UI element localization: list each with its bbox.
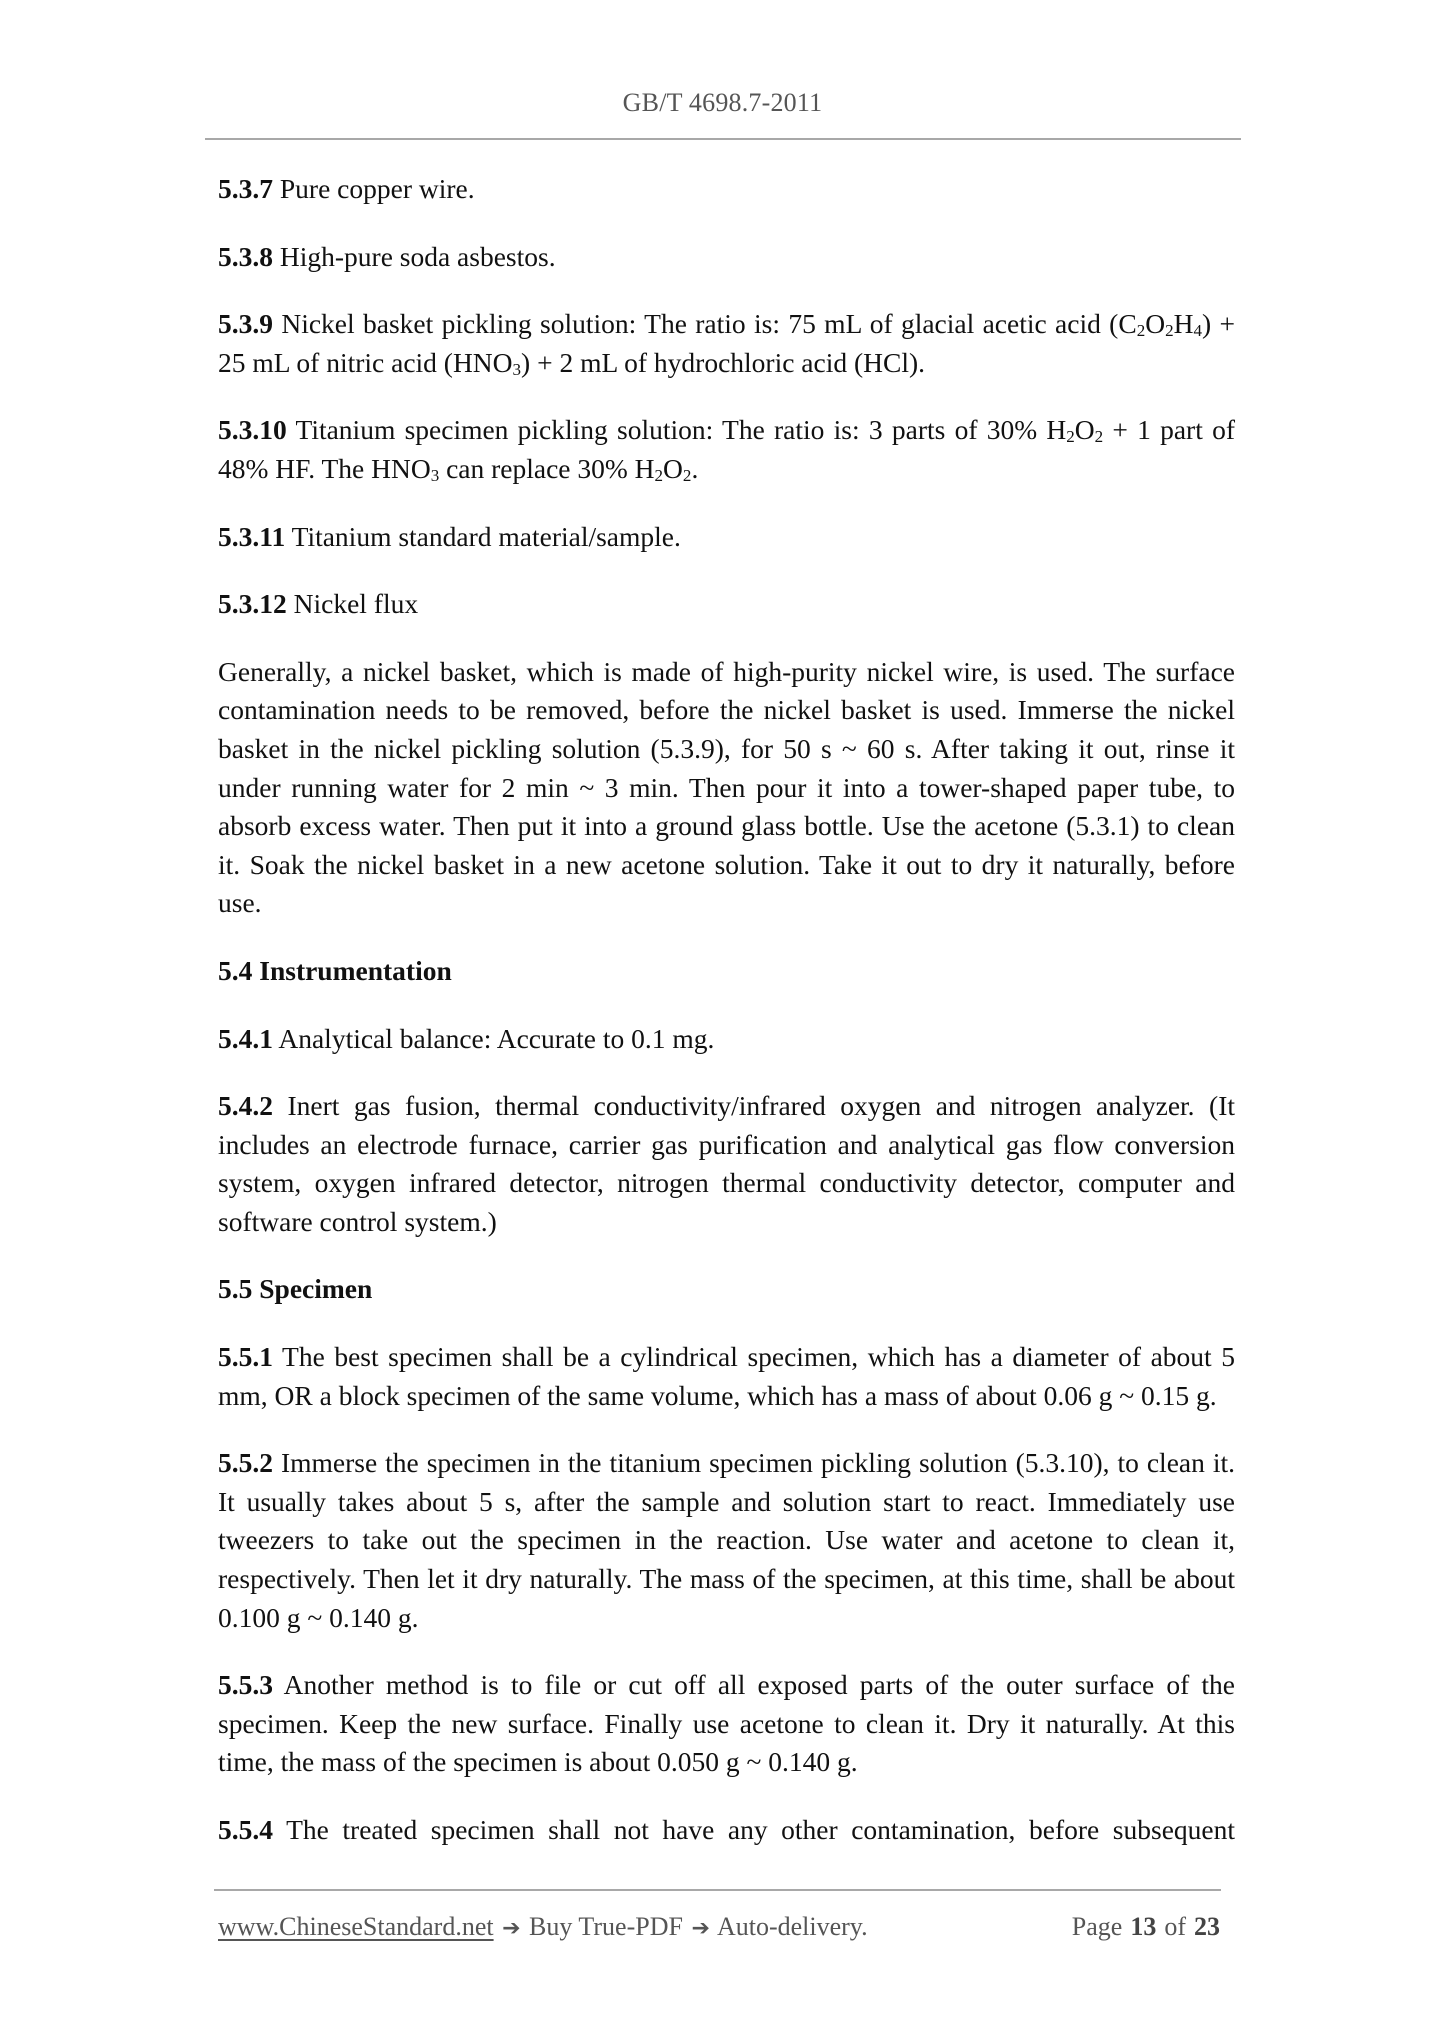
of-label: of <box>1164 1912 1186 1941</box>
clause-5-3-9 <box>218 305 1235 382</box>
subscript: 3 <box>512 359 522 379</box>
clause-text: Titanium specimen pickling solution: The ratio is: 3 parts of 30% H <box>286 414 1067 446</box>
clause-number: 5.3.8 <box>218 240 273 272</box>
clause-number: 5.3.10 <box>218 414 287 446</box>
clause-text: The treated specimen shall not have any other contamination, before subsequent <box>273 1814 1235 1845</box>
clause-5-3-10 <box>218 411 1235 488</box>
page-total: 23 <box>1194 1912 1220 1941</box>
clause-5-4-1 <box>218 1020 1235 1059</box>
clause-text: O <box>1074 414 1095 446</box>
clause-text: Titanium standard material/sample. <box>285 520 681 552</box>
document-id: GB/T 4698.7-2011 <box>622 88 823 117</box>
clause-text: Another method is to file or cut off all exposed parts of the outer surface of the specimen. Keep the new surface. Finally use acetone to clean it. Dry it naturally. At this time, the mass of the specimen is about 0.050 g ~ 0.140 g. <box>218 1669 1235 1778</box>
clause-text: Nickel basket pickling solution: The ratio is: 75 mL of glacial acetic acid (C <box>273 308 1137 340</box>
clause-number: 5.3.12 <box>218 588 287 620</box>
subscript: 2 <box>654 466 664 486</box>
clause-number: 5.3.11 <box>218 520 286 552</box>
clause-text: High-pure soda asbestos. <box>273 240 556 272</box>
clause-text: O <box>663 452 683 484</box>
page-indicator <box>1072 1912 1220 1942</box>
clause-5-5-4 <box>218 1811 1235 1850</box>
footer-promo <box>218 1912 868 1942</box>
clause-text: The best specimen shall be a cylindrical specimen, which has a diameter of about 5 mm, OR a block specimen of the same volume, which has a mass of about 0.06 g ~ 0.15 g. <box>218 1341 1235 1411</box>
clause-text: + 1 part of 48% HF. The HNO <box>218 414 1235 484</box>
arrow-right-icon: ➔ <box>502 1916 521 1941</box>
clause-5-3-11 <box>218 518 1235 557</box>
subscript: 3 <box>430 466 440 486</box>
clause-text: ) + 2 mL of hydrochloric acid (HCl). <box>521 346 926 378</box>
subscript: 2 <box>1094 427 1104 447</box>
running-footer <box>218 1912 1220 1942</box>
clause-text: Pure copper wire. <box>273 173 475 204</box>
subscript: 2 <box>1165 321 1174 341</box>
arrow-right-icon: ➔ <box>691 1916 710 1941</box>
subscript: 2 <box>1136 321 1146 341</box>
clause-5-3-8 <box>218 238 1235 277</box>
page-current: 13 <box>1130 1912 1157 1941</box>
clause-number: 5.4.1 <box>218 1022 273 1054</box>
subscript: 2 <box>1066 427 1075 447</box>
clause-text: O <box>1145 308 1166 340</box>
subscript: 2 <box>682 466 692 486</box>
clause-number: 5.5.3 <box>218 1669 273 1701</box>
clause-number: 5.5.1 <box>218 1341 273 1373</box>
page-label: Page <box>1071 1912 1123 1941</box>
website-link[interactable]: www.ChineseStandard.net <box>218 1912 494 1941</box>
page-body <box>218 170 1235 1850</box>
section-heading-5-5: 5.5 Specimen <box>218 1273 373 1305</box>
clause-5-5-2 <box>218 1444 1235 1637</box>
running-header <box>0 88 1445 118</box>
subscript: 4 <box>1193 321 1202 341</box>
clause-text: ) + 25 mL of nitric acid (HNO <box>218 308 1235 378</box>
nickel-flux-paragraph: Generally, a nickel basket, which is made of high-purity nickel wire, is used. The surface contamination needs to be removed, before the nickel basket is used. Immerse the nickel basket in the nickel pickling solution (5.3.9), for 50 s ~ 60 s. After taking it out, rinse it under running water for 2 min ~ 3 min. Then pour it into a tower-shaped paper tube, to absorb excess water. Then put it into a ground glass bottle. Use the acetone (5.3.1) to clean it. Soak the nickel basket in a new acetone solution. Take it out to dry it naturally, before use. <box>218 655 1235 919</box>
clause-number: 5.3.7 <box>218 173 273 204</box>
clause-text: Analytical balance: Accurate to 0.1 mg. <box>273 1022 715 1054</box>
clause-5-3-7 <box>218 170 1235 209</box>
clause-5-3-12 <box>218 585 1235 624</box>
clause-5-5-1 <box>218 1338 1235 1415</box>
section-heading-5-4: 5.4 Instrumentation <box>218 954 452 986</box>
footer-divider <box>214 1889 1221 1891</box>
clause-5-4-2 <box>218 1087 1235 1241</box>
clause-text: Inert gas fusion, thermal conductivity/infrared oxygen and nitrogen analyzer. (It includes an electrode furnace, carrier gas purification and analytical gas flow conversion system, oxygen infrared detector, nitrogen thermal conductivity detector, computer and software control system.) <box>218 1090 1235 1237</box>
buy-step-text: Buy True-PDF <box>522 1912 690 1941</box>
header-divider <box>205 138 1241 140</box>
clause-text: Nickel flux <box>286 588 419 620</box>
clause-text: H <box>1173 308 1194 340</box>
clause-number: 5.4.2 <box>218 1090 273 1122</box>
clause-number: 5.5.4 <box>218 1814 273 1845</box>
clause-text: can replace 30% H <box>439 452 655 484</box>
clause-text: . <box>691 452 699 484</box>
clause-number: 5.5.2 <box>218 1447 273 1479</box>
delivery-step-text: Auto-delivery. <box>711 1912 868 1941</box>
clause-number: 5.3.9 <box>218 308 273 340</box>
clause-5-5-3 <box>218 1666 1235 1782</box>
clause-text: Immerse the specimen in the titanium specimen pickling solution (5.3.10), to clean it. It usually takes about 5 s, after the sample and solution start to react. Immediately use tweezers to take out the specimen in the reaction. Use water and acetone to clean it, respectively. Then let it dry naturally. The mass of the specimen, at this time, shall be about 0.100 g ~ 0.140 g. <box>218 1447 1235 1633</box>
